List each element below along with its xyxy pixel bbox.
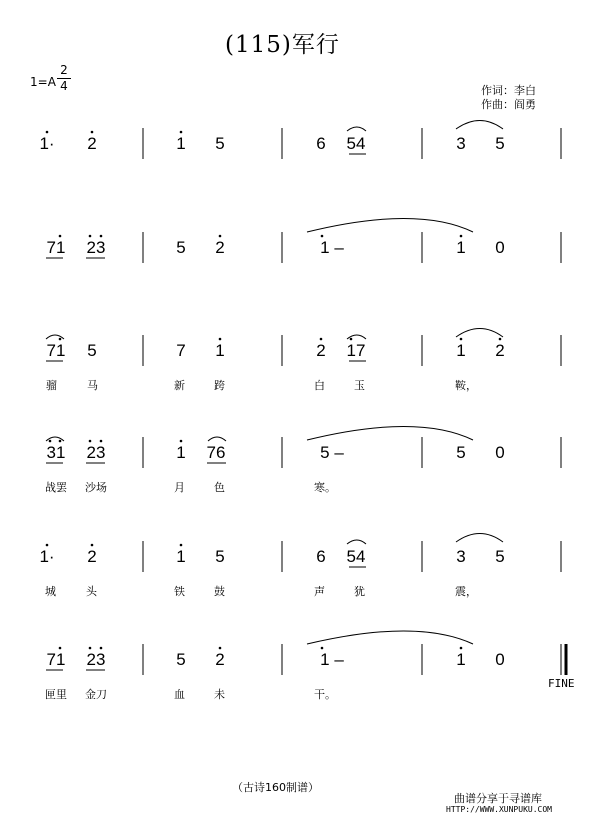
- note: 5: [215, 547, 225, 566]
- note: 1·: [39, 547, 55, 566]
- note: 2: [215, 650, 225, 669]
- lyric: 寒。: [314, 481, 336, 494]
- note: 1: [176, 547, 186, 566]
- lyric: 血: [174, 688, 185, 701]
- note: 2: [495, 341, 505, 360]
- note: 2: [316, 341, 326, 360]
- note: 1·: [39, 134, 55, 153]
- note: 54: [346, 134, 366, 153]
- note: 5: [456, 443, 466, 462]
- footer-share: 曲谱分享于寻谱库: [454, 792, 542, 805]
- note: 6: [316, 134, 326, 153]
- slur: [46, 335, 64, 339]
- lyric: 战罢: [45, 481, 67, 494]
- key-signature: 1=A: [30, 75, 56, 89]
- note: 5: [87, 341, 97, 360]
- lyric: 犹: [354, 585, 365, 598]
- slur: [456, 121, 503, 130]
- lyric: 鼓: [214, 585, 225, 598]
- note: 2: [215, 238, 225, 257]
- lyric: 白: [314, 379, 325, 392]
- note: 5: [495, 547, 505, 566]
- slur: [208, 437, 226, 441]
- note: 6: [316, 547, 326, 566]
- note: 1 –: [320, 650, 344, 669]
- lyric: 色: [214, 481, 225, 494]
- slur: [46, 437, 64, 441]
- lyricist-credit: 作词：李白: [481, 84, 536, 97]
- note: 1: [176, 134, 186, 153]
- tie: [307, 427, 473, 441]
- note: 23: [86, 650, 106, 669]
- note: 5: [176, 650, 186, 669]
- note: 3: [456, 134, 466, 153]
- note: 1: [215, 341, 225, 360]
- lyric: 城: [45, 585, 56, 598]
- note: 71: [46, 650, 66, 669]
- note: 71: [46, 341, 66, 360]
- note: 5: [176, 238, 186, 257]
- lyric: 震，: [455, 585, 477, 598]
- note: 17: [346, 341, 366, 360]
- note: 1: [176, 443, 186, 462]
- note: 0: [495, 650, 505, 669]
- lyric: 跨: [214, 379, 225, 392]
- lyric: 新: [174, 379, 185, 392]
- lyric: 月: [174, 481, 185, 494]
- note: 7: [176, 341, 186, 360]
- slur: [456, 329, 503, 338]
- lyric: 马: [87, 379, 98, 392]
- composer-credit: 作曲：阎勇: [481, 98, 536, 111]
- lyric: 骝: [46, 379, 57, 392]
- note: 2: [87, 547, 97, 566]
- note: 2: [87, 134, 97, 153]
- lyric: 声: [314, 585, 325, 598]
- note: 23: [86, 443, 106, 462]
- note: 54: [346, 547, 366, 566]
- note: 76: [206, 443, 226, 462]
- lyric: 干。: [314, 688, 336, 701]
- note: 0: [495, 443, 505, 462]
- slur: [347, 540, 366, 544]
- note: 5: [495, 134, 505, 153]
- fine-marker: FINE: [548, 677, 575, 690]
- footer-source: （古诗160制谱）: [232, 781, 319, 794]
- note: 3: [456, 547, 466, 566]
- note: 1 –: [320, 238, 344, 257]
- lyric: 铁: [174, 585, 185, 598]
- footer-url: HTTP://WWW.XUNPUKU.COM: [446, 805, 552, 814]
- slur: [456, 534, 503, 543]
- note: 31: [46, 443, 66, 462]
- lyric: 匣里: [45, 688, 67, 701]
- lyric: 头: [86, 585, 97, 598]
- note: 5 –: [320, 443, 344, 462]
- lyric: 沙场: [85, 481, 107, 494]
- page-title: (115)军行: [225, 32, 340, 58]
- lyric: 鞍，: [455, 379, 477, 392]
- note: 1: [456, 341, 466, 360]
- note: 0: [495, 238, 505, 257]
- lyric: 玉: [354, 379, 365, 392]
- note: 71: [46, 238, 66, 257]
- time-signature-top: 2: [60, 63, 68, 77]
- note: 5: [215, 134, 225, 153]
- lyric: 金刀: [85, 688, 107, 701]
- time-signature-bottom: 4: [60, 79, 68, 93]
- note: 1: [456, 650, 466, 669]
- tie: [307, 219, 473, 233]
- slur: [347, 127, 366, 131]
- note: 23: [86, 238, 106, 257]
- note: 1: [456, 238, 466, 257]
- tie: [307, 631, 473, 644]
- lyric: 未: [214, 688, 225, 701]
